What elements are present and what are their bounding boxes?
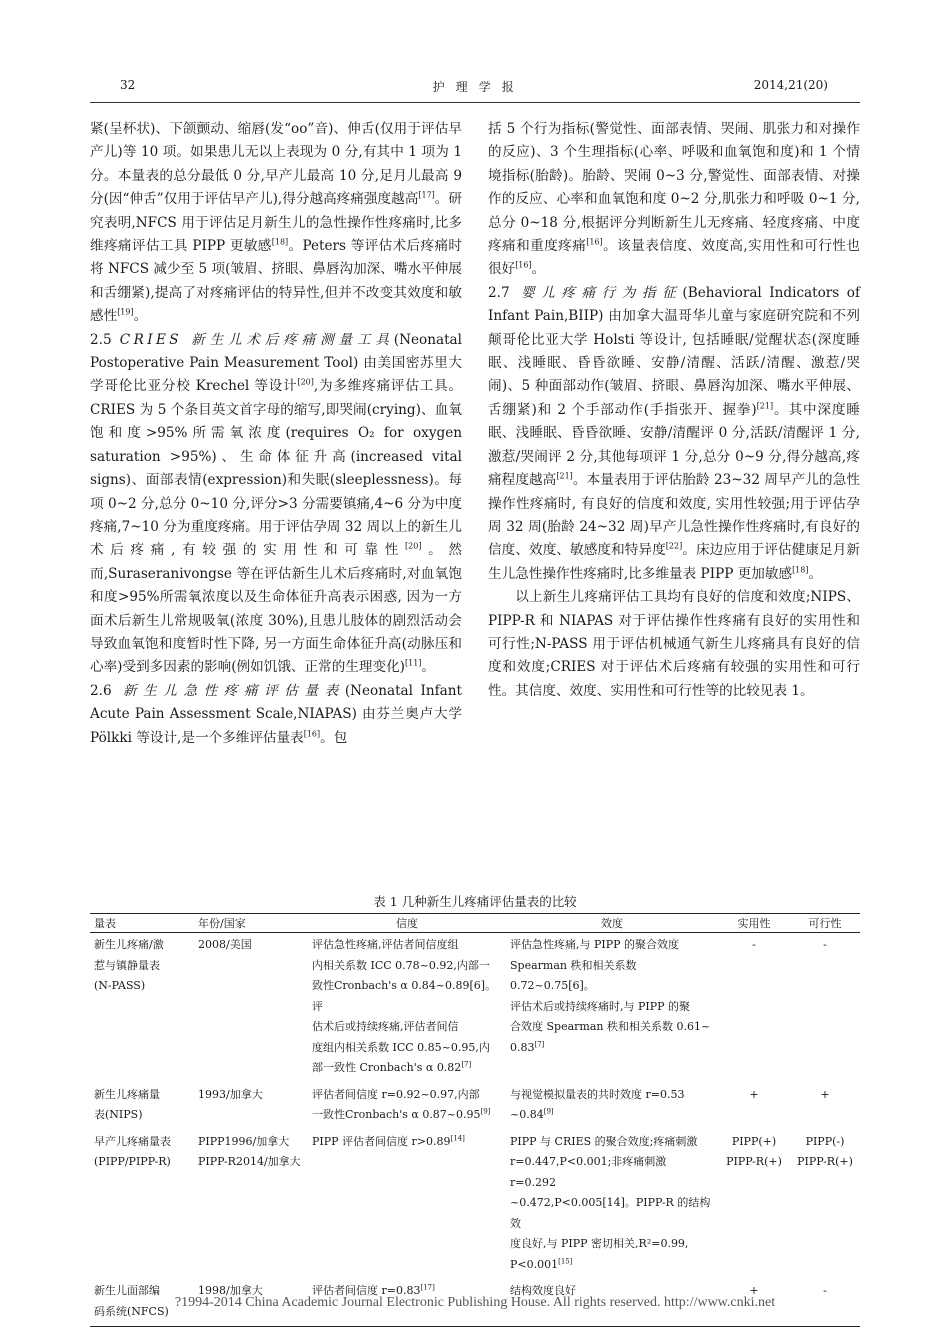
table-cell-year xyxy=(194,1130,308,1280)
cell-line: 新生儿疼痛量 xyxy=(94,1087,160,1101)
left-column xyxy=(90,118,462,750)
summary-paragraph: 以上新生儿疼痛评估工具均有良好的信度和效度;NIPS、PIPP-R 和 NIAPAS 对于评估操作性疼痛有良好的实用性和可行性;N-PASS 用于评估机械通气新生儿疼痛具有良好的信度和效度;CRIES 对于评估术后疼痛有较强的实用性和可行性。其信度、效度、实用性和可行性等的比较见表 1。 xyxy=(488,589,860,699)
table-header-row xyxy=(90,914,860,933)
cell-line: ~0.84[9] xyxy=(510,1107,554,1121)
col-header: 可行性 xyxy=(790,914,860,933)
citation: [21] xyxy=(556,471,573,481)
table-cell-scale xyxy=(90,1083,194,1130)
col-header: 信度 xyxy=(308,914,506,933)
citation: [22] xyxy=(665,541,683,551)
citation: [17] xyxy=(420,1283,435,1292)
cell-line: 0.83[7] xyxy=(510,1039,545,1054)
cell-line: PIPP1996/加拿大 xyxy=(198,1134,290,1148)
text: 紧(呈杯状)、下颌颤动、缩唇(发“oo”音)、伸舌(仅用于评估早产儿)等 10 项。如果患儿无以上表现为 0 分,有其中 1 项为 1 分。本量表的总分最低 0 分,早产儿最高 10 分,足月儿最高 9 分(因“伸舌”仅用于评估早产儿),得分越高疼痛强度越高 xyxy=(90,121,462,208)
col-header: 量表 xyxy=(90,914,194,933)
text: 。 xyxy=(531,261,546,278)
section-title: CRIES 新生儿术后疼痛测量工具 xyxy=(119,331,394,348)
section-2-5 xyxy=(90,329,462,680)
cell-line: + xyxy=(749,1087,759,1101)
table-cell-feasibility xyxy=(790,1083,860,1130)
cell-line: (N-PASS) xyxy=(94,979,146,992)
section-title: 新生儿急性疼痛评估量表 xyxy=(119,682,345,699)
text: 。 xyxy=(808,565,823,582)
table-cell-validity xyxy=(506,1083,718,1130)
cell-line: ~0.472,P<0.005[14]。PIPP-R 的结构效 xyxy=(510,1196,711,1230)
cell-line: 早产儿疼痛量表 xyxy=(94,1134,171,1148)
section-2-7 xyxy=(488,282,860,586)
citation: [7] xyxy=(534,1039,545,1048)
citation: [16] xyxy=(586,237,603,247)
section-title: 婴儿疼痛行为指征 xyxy=(517,284,683,301)
cell-line: Spearman 秩和相关系数 0.72~0.75[6]。 xyxy=(510,958,637,992)
text: ,为多维疼痛评估工具。CRIES 为 5 个条目英文首字母的缩写,即哭闹(crying)、血氧饱和度>95%所需氧浓度(requires O₂ for oxygen saturation >95%)、生命体征升高(increased vital signs)、面部表情(expression)和失眠(sleeplessness)。每项 0~2 分,总分 0~10 分,评分>3 分需要镇痛,4~6 分为中度疼痛,7~10 分为重度疼痛。用于评估孕周 32 周以上的新生儿术后疼痛,有较强的实用性和可靠性 xyxy=(90,378,462,559)
citation: [9] xyxy=(480,1107,491,1116)
text: (Neonatal Postoperative Pain Measurement Tool) 由美国密苏里大学哥伦比亚分校 Krechel 等设计 xyxy=(90,331,462,395)
journal-title: 护 理 学 报 xyxy=(432,80,518,94)
comparison-table xyxy=(90,913,860,1327)
cell-line: 惹与镇静量表 xyxy=(94,958,160,972)
cell-line: 1993/加拿大 xyxy=(198,1087,263,1101)
right-column xyxy=(488,118,860,703)
table-cell-reliability xyxy=(308,1083,506,1130)
cell-line: PIPP(-) xyxy=(805,1134,845,1148)
citation: [9] xyxy=(543,1107,554,1116)
cell-line: 新生儿面部编 xyxy=(94,1284,160,1297)
citation: [16] xyxy=(303,729,321,739)
header-rule xyxy=(90,102,860,103)
cell-line: 新生儿疼痛/激 xyxy=(94,938,164,951)
cell-line: r=0.447,P<0.001;非疼痛刺激 r=0.292 xyxy=(510,1155,667,1189)
text: 。包 xyxy=(320,729,348,746)
table-cell-practicality xyxy=(718,933,790,1083)
text: 。 xyxy=(421,659,435,676)
citation: [7] xyxy=(461,1060,472,1069)
text: (Neonatal Infant Acute Pain Assessment Scale,NIAPAS) 由芬兰奥卢大学 Pölkki 等设计,是一个多维评估量表 xyxy=(90,682,462,746)
text: 。床边应用于评估健康足月新生儿急性操作性疼痛时,比多维量表 PIPP 更加敏感 xyxy=(488,542,861,582)
cell-line: - xyxy=(823,938,827,951)
citation: [18] xyxy=(271,237,289,247)
table-row xyxy=(90,1083,860,1130)
text: 。 xyxy=(133,308,148,325)
cell-line: 与视觉模拟量表的共时效度 r=0.53 xyxy=(510,1087,685,1101)
text: (Behavioral Indicators of Infant Pain,BIIP) 由加拿大温哥华儿童与家庭研究院和不列颠哥伦比亚大学 Holsti 等设计, 包括睡眠/觉醒状态(深度睡眠、浅睡眠、昏昏欲睡、安静/清醒、活跃/清醒、激惹/哭闹)、5 种面部动作(皱眉、挤眼、鼻唇沟加深、嘴水平伸展、舌绷紧)和 2 个手部动作(手指张开、握拳) xyxy=(488,284,861,418)
cell-line: PIPP 评估者间信度 r>0.89[14] xyxy=(312,1133,465,1148)
table-cell-year xyxy=(194,1083,308,1130)
citation: [11] xyxy=(404,658,422,668)
table-cell-practicality xyxy=(718,1083,790,1130)
cell-line: 内相关系数 ICC 0.78~0.92,内部一 xyxy=(312,958,490,972)
citation: [20] xyxy=(405,541,422,551)
table-cell-scale xyxy=(90,1130,194,1280)
cell-line: 评估者间信度 r=0.83[17] xyxy=(312,1283,435,1297)
cell-line: - xyxy=(752,938,756,951)
table-cell-feasibility xyxy=(790,933,860,1083)
text: 。本量表用于评估胎龄 23~32 周早产儿的急性操作性疼痛时, 有良好的信度和效度, 实用性较强;用于评估孕周 32 周(胎龄 24~32 周)早产儿急性操作性疼痛时,有良好的信度、效度、敏感度和特异度 xyxy=(488,472,860,559)
paragraph-nfcs xyxy=(90,118,462,329)
section-number: 2.5 xyxy=(90,331,112,348)
table-cell-practicality xyxy=(718,1130,790,1280)
cell-line: 1998/加拿大 xyxy=(198,1284,263,1297)
citation: [15] xyxy=(558,1256,573,1265)
text: 括 5 个行为指标(警觉性、面部表情、哭闹、肌张力和对操作的反应)、3 个生理指标(心率、呼吸和血氧饱和度)和 1 个情境指标(胎龄)。胎龄、哭闹 0~3 分,警觉性、面部表情、对操作的反应、心率和血氧饱和度 0~2 分,肌张力和呼吸 0~1 分,总分 0~18 分,根据评分判断新生儿无疼痛、轻度疼痛、中度疼痛和重度疼痛 xyxy=(488,121,860,255)
text: 。其中深度睡眠、浅睡眠、昏昏欲睡、安静/清醒评 0 分,活跃/清醒评 1 分,激惹/哭闹评 2 分,其他每项评 1 分,总分 0~9 分,得分越高,疼痛程度越高 xyxy=(488,401,861,489)
cell-line: 评估急性疼痛,与 PIPP 的聚合效度 xyxy=(510,938,680,951)
cell-line: PIPP(+) xyxy=(731,1134,777,1148)
col-header: 效度 xyxy=(506,914,718,933)
cell-line: PIPP-R(+) xyxy=(797,1155,853,1168)
issue-info: 2014,21(20) xyxy=(753,78,828,92)
cell-line: 度良好,与 PIPP 密切相关,R²=0.99, xyxy=(510,1237,689,1250)
cell-line: - xyxy=(823,1284,827,1297)
text: 。Peters 等评估术后疼痛时将 NFCS 减少至 5 项(皱眉、挤眼、鼻唇沟加深、嘴水平伸展和舌绷紧),提高了对疼痛评估的特异性,但并不改变其效度和敏感性 xyxy=(90,238,462,325)
citation: [17] xyxy=(418,190,435,200)
col-header: 年份/国家 xyxy=(194,914,308,933)
citation: [21] xyxy=(756,401,774,411)
table-cell-scale xyxy=(90,933,194,1083)
table-caption: 表 1 几种新生儿疼痛评估量表的比较 xyxy=(373,894,577,909)
page-number: 32 xyxy=(120,78,136,92)
text: 。然而,Suraseranivongse 等在评估新生儿术后疼痛时,对血氧饱和度>95%所需氧浓度以及生命体征升高表示困惑, 因为一方面术后新生儿常规吸氧(浓度 30%),且患儿肢体的剧烈活动会导致血氧饱和度暂时性下降, 另一方面生命体征升高(动脉压和心率)受到多因素的影响(例如饥饿、正常的生理变化) xyxy=(90,542,463,676)
cell-line: 合效度 Spearman 秩和相关系数 0.61~ xyxy=(510,1020,711,1033)
cell-line: 评估者间信度 r=0.92~0.97,内部 xyxy=(312,1087,480,1101)
cell-line: 码系统(NFCS) xyxy=(94,1304,169,1318)
text: 。研究表明,NFCS 用于评估足月新生儿的急性操作性疼痛时,比多维疼痛评估工具 PIPP 更敏感 xyxy=(90,191,463,255)
citation: [16] xyxy=(515,260,532,270)
cell-line: 表(NIPS) xyxy=(94,1108,143,1121)
cell-line: PIPP 与 CRIES 的聚合效度;疼痛刺激 xyxy=(510,1134,698,1148)
citation: [19] xyxy=(117,307,134,317)
cell-line: + xyxy=(820,1087,830,1101)
cell-line: 评估急性疼痛,评估者间信度组 xyxy=(312,938,459,951)
cell-line: 估术后或持续疼痛,评估者间信 xyxy=(312,1020,459,1033)
col-header: 实用性 xyxy=(718,914,790,933)
section-number: 2.7 xyxy=(488,284,510,301)
section-number: 2.6 xyxy=(90,682,112,699)
table-cell-reliability xyxy=(308,933,506,1083)
citation: [20] xyxy=(297,377,314,387)
table-cell-validity xyxy=(506,1130,718,1280)
cell-line: 度组内相关系数 ICC 0.85~0.95,内 xyxy=(312,1040,490,1054)
citation: [18] xyxy=(792,565,809,575)
cell-line: PIPP-R(+) xyxy=(726,1155,782,1168)
cell-line: 结构效度良好 xyxy=(510,1284,576,1297)
cell-line: 一致性Cronbach's α 0.87~0.95[9] xyxy=(312,1107,491,1121)
citation: [14] xyxy=(450,1133,465,1142)
copyright-footer: ?1994-2014 China Academic Journal Electronic Publishing House. All rights reserved. http://www.cnki.net xyxy=(174,1295,776,1310)
paragraph-niapas xyxy=(488,118,860,282)
table-cell-year xyxy=(194,933,308,1083)
table-cell-feasibility xyxy=(790,1130,860,1280)
cell-line: 致性Cronbach's α 0.84~0.89[6]。评 xyxy=(312,979,497,1013)
table-row xyxy=(90,933,860,1083)
cell-line: 评估术后或持续疼痛时,与 PIPP 的聚 xyxy=(510,999,691,1013)
table-cell-reliability xyxy=(308,1130,506,1280)
section-2-6 xyxy=(90,680,462,750)
cell-line: + xyxy=(749,1284,759,1297)
cell-line: PIPP-R2014/加拿大 xyxy=(198,1155,301,1168)
text: 。该量表信度、效度高,实用性和可行性也很好 xyxy=(488,238,860,278)
cell-line: (PIPP/PIPP-R) xyxy=(94,1155,171,1168)
table-cell-validity xyxy=(506,933,718,1083)
cell-line: P<0.001[15] xyxy=(510,1256,573,1271)
cell-line: 部一致性 Cronbach's α 0.82[7] xyxy=(312,1060,472,1074)
table-row xyxy=(90,1130,860,1280)
cell-line: 2008/美国 xyxy=(198,938,252,951)
